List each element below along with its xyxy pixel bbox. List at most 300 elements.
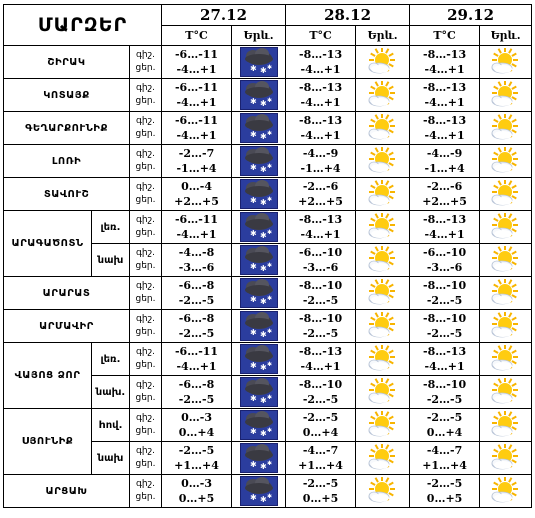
day-temperature: +1…+4 — [174, 459, 219, 472]
region-name: ԿՈՏԱՅՔ — [4, 79, 130, 112]
temperature-cell — [410, 178, 480, 211]
weather-cell — [356, 376, 410, 409]
table-row — [4, 112, 532, 145]
temperature-cell — [162, 343, 232, 376]
day-night-labels — [130, 244, 162, 277]
cloud-snow-icon — [240, 47, 278, 77]
table-row — [4, 409, 532, 442]
night-temperature: -2…-5 — [178, 444, 215, 457]
sun-cloud-icon — [365, 378, 401, 406]
svg-text:✱: ✱ — [259, 99, 267, 108]
weather-cell — [356, 178, 410, 211]
temperature-cell — [162, 178, 232, 211]
weather-column-header: Երև. — [356, 26, 410, 46]
svg-text:✱: ✱ — [249, 97, 257, 106]
night-label: գիշ. — [136, 182, 155, 192]
subregion-name: նախ — [92, 244, 130, 277]
weather-cell — [356, 79, 410, 112]
day-label: ցեր. — [135, 162, 156, 172]
night-label: գիշ. — [136, 149, 155, 159]
cloud-snow-icon — [240, 344, 278, 374]
night-temperature: -4…-7 — [302, 444, 339, 457]
temp-column-header: T°C — [286, 26, 356, 46]
night-temperature: -6…-10 — [299, 246, 343, 259]
sun-cloud-icon — [365, 312, 401, 340]
sun-cloud-icon — [365, 147, 401, 175]
temperature-cell — [410, 310, 480, 343]
day-temperature: -4…+1 — [424, 228, 465, 241]
night-temperature: -4…-9 — [302, 147, 339, 160]
weather-cell — [232, 178, 286, 211]
region-name: ԱՐՄԱՎԻՐ — [4, 310, 130, 343]
day-night-labels — [130, 46, 162, 79]
svg-text:✱: ✱ — [266, 229, 272, 236]
day-label: ցեր. — [135, 195, 156, 205]
day-temperature: -4…+1 — [176, 360, 217, 373]
sun-cloud-icon — [365, 48, 401, 76]
night-label: գիշ. — [136, 413, 155, 423]
day-temperature: -2…-5 — [426, 393, 463, 406]
temperature-cell — [410, 211, 480, 244]
temperature-cell — [410, 343, 480, 376]
weather-column-header: Երև. — [232, 26, 286, 46]
night-temperature: -8…-13 — [299, 213, 343, 226]
day-night-labels — [130, 112, 162, 145]
night-temperature: -6…-8 — [178, 312, 215, 325]
temperature-cell — [286, 211, 356, 244]
day-temperature: -4…+1 — [300, 63, 341, 76]
weather-cell — [480, 46, 532, 79]
day-label: ցեր. — [135, 492, 156, 502]
day-temperature: -2…-5 — [178, 294, 215, 307]
weather-cell — [356, 46, 410, 79]
sun-cloud-icon — [488, 48, 524, 76]
day-temperature: -1…+4 — [300, 162, 341, 175]
sun-cloud-icon — [488, 279, 524, 307]
day-night-labels — [130, 475, 162, 508]
weather-cell — [232, 376, 286, 409]
svg-text:✱: ✱ — [249, 262, 257, 271]
temperature-cell — [162, 244, 232, 277]
weather-cell — [480, 310, 532, 343]
night-label: գիշ. — [136, 314, 155, 324]
sun-cloud-icon — [488, 213, 524, 241]
night-temperature: -2…-5 — [302, 411, 339, 424]
day-temperature: -4…+1 — [300, 360, 341, 373]
night-temperature: -6…-11 — [174, 114, 219, 127]
day-label: ցեր. — [135, 294, 156, 304]
weather-cell — [480, 277, 532, 310]
day-temperature: +2…+5 — [422, 195, 467, 208]
svg-text:✱: ✱ — [266, 361, 272, 368]
svg-text:✱: ✱ — [259, 330, 267, 339]
temperature-cell — [286, 376, 356, 409]
svg-text:✱: ✱ — [266, 394, 272, 401]
cloud-snow-icon — [240, 179, 278, 209]
day-label: ցեր. — [135, 426, 156, 436]
weather-cell — [480, 409, 532, 442]
weather-column-header: Երև. — [480, 26, 532, 46]
table-row — [4, 310, 532, 343]
date-header: 27.12 — [162, 5, 286, 26]
table-row — [4, 145, 532, 178]
sun-cloud-icon — [488, 477, 524, 505]
night-temperature: -8…-13 — [423, 48, 467, 61]
night-label: գիշ. — [136, 248, 155, 258]
temperature-cell — [162, 310, 232, 343]
cloud-snow-icon — [240, 113, 278, 143]
cloud-snow-icon — [240, 278, 278, 308]
cloud-snow-icon — [240, 476, 278, 506]
table-row — [4, 475, 532, 508]
sun-cloud-icon — [488, 378, 524, 406]
weather-cell — [480, 79, 532, 112]
svg-text:✱: ✱ — [259, 363, 267, 372]
cloud-snow-icon — [240, 377, 278, 407]
weather-cell — [356, 145, 410, 178]
weather-cell — [232, 409, 286, 442]
day-temperature: -3…-6 — [302, 261, 339, 274]
night-temperature: -2…-5 — [426, 477, 463, 490]
night-label: գիշ. — [136, 215, 155, 225]
day-label: ցեր. — [135, 261, 156, 271]
day-label: ցեր. — [135, 96, 156, 106]
temperature-cell — [162, 376, 232, 409]
weather-cell — [356, 343, 410, 376]
day-temperature: -4…+1 — [176, 129, 217, 142]
table-body — [4, 46, 532, 508]
region-name: ՇԻՐԱԿ — [4, 46, 130, 79]
night-label: գիշ. — [136, 281, 155, 291]
temperature-cell — [410, 112, 480, 145]
forecast-table — [3, 4, 532, 508]
night-temperature: -8…-10 — [299, 378, 343, 391]
night-temperature: -6…-11 — [174, 213, 219, 226]
region-name: ՎԱՅՈՑ ՁՈՐ — [4, 343, 92, 409]
sun-cloud-icon — [488, 180, 524, 208]
day-temperature: -4…+1 — [424, 96, 465, 109]
night-temperature: -2…-5 — [302, 477, 339, 490]
day-temperature: -2…-5 — [426, 327, 463, 340]
sun-cloud-icon — [488, 81, 524, 109]
subregion-name: նախ. — [92, 376, 130, 409]
svg-text:✱: ✱ — [259, 429, 267, 438]
table-row — [4, 343, 532, 376]
temperature-cell — [162, 277, 232, 310]
night-temperature: -6…-10 — [423, 246, 467, 259]
night-label: գիշ. — [136, 479, 155, 489]
temperature-cell — [286, 409, 356, 442]
day-label: ցեր. — [135, 129, 156, 139]
night-label: գիշ. — [136, 380, 155, 390]
sun-cloud-icon — [365, 279, 401, 307]
svg-text:✱: ✱ — [266, 130, 272, 137]
weather-cell — [232, 343, 286, 376]
night-temperature: -4…-8 — [178, 246, 215, 259]
table-row — [4, 79, 532, 112]
svg-text:✱: ✱ — [266, 460, 272, 467]
weather-cell — [480, 442, 532, 475]
temperature-cell — [286, 46, 356, 79]
table-row — [4, 46, 532, 79]
day-night-labels — [130, 409, 162, 442]
sun-cloud-icon — [488, 246, 524, 274]
night-label: գիշ. — [136, 50, 155, 60]
day-night-labels — [130, 211, 162, 244]
night-temperature: -8…-13 — [299, 345, 343, 358]
temperature-cell — [286, 244, 356, 277]
day-night-labels — [130, 145, 162, 178]
temperature-cell — [410, 442, 480, 475]
temperature-cell — [162, 475, 232, 508]
temp-column-header: T°C — [410, 26, 480, 46]
sun-cloud-icon — [365, 81, 401, 109]
day-temperature: 0…+5 — [302, 492, 339, 505]
svg-text:✱: ✱ — [249, 229, 257, 238]
sun-cloud-icon — [365, 477, 401, 505]
subregion-name: լեռ. — [92, 343, 130, 376]
temperature-cell — [410, 79, 480, 112]
night-temperature: -4…-7 — [426, 444, 463, 457]
night-temperature: 0…-4 — [181, 180, 212, 193]
region-name: ԼՈՌԻ — [4, 145, 130, 178]
night-temperature: -8…-10 — [299, 312, 343, 325]
temperature-cell — [410, 145, 480, 178]
weather-cell — [480, 211, 532, 244]
region-name: ԳԵՂԱՐՔՈՒՆԻՔ — [4, 112, 130, 145]
weather-cell — [232, 442, 286, 475]
svg-text:✱: ✱ — [266, 262, 272, 269]
table-row — [4, 178, 532, 211]
svg-text:✱: ✱ — [249, 361, 257, 370]
sun-cloud-icon — [365, 444, 401, 472]
temperature-cell — [286, 112, 356, 145]
date-header: 28.12 — [286, 5, 410, 26]
day-temperature: -4…+1 — [300, 96, 341, 109]
night-temperature: -8…-13 — [299, 81, 343, 94]
day-temperature: -4…+1 — [424, 129, 465, 142]
night-temperature: -8…-13 — [423, 345, 467, 358]
sun-cloud-icon — [488, 345, 524, 373]
day-temperature: +1…+4 — [298, 459, 343, 472]
region-name: ՍՅՈՒՆԻՔ — [4, 409, 92, 475]
subregion-name: լեռ. — [92, 211, 130, 244]
weather-cell — [480, 145, 532, 178]
night-temperature: -6…-11 — [174, 345, 219, 358]
night-temperature: -2…-6 — [426, 180, 463, 193]
svg-text:✱: ✱ — [259, 132, 267, 141]
temperature-cell — [162, 79, 232, 112]
svg-text:✱: ✱ — [249, 196, 257, 205]
table-title: ՄԱՐԶԵՐ — [4, 5, 162, 46]
temperature-cell — [410, 376, 480, 409]
temperature-cell — [410, 409, 480, 442]
day-night-labels — [130, 79, 162, 112]
sun-cloud-icon — [365, 180, 401, 208]
weather-cell — [356, 475, 410, 508]
temperature-cell — [162, 442, 232, 475]
night-temperature: -8…-10 — [423, 312, 467, 325]
day-label: ցեր. — [135, 393, 156, 403]
svg-text:✱: ✱ — [249, 427, 257, 436]
temperature-cell — [286, 310, 356, 343]
day-temperature: 0…+5 — [426, 492, 463, 505]
sun-cloud-icon — [365, 246, 401, 274]
temp-column-header: T°C — [162, 26, 232, 46]
cloud-snow-icon — [240, 80, 278, 110]
day-temperature: -4…+1 — [176, 96, 217, 109]
temperature-cell — [162, 112, 232, 145]
day-label: ցեր. — [135, 63, 156, 73]
svg-text:✱: ✱ — [259, 198, 267, 207]
date-header: 29.12 — [410, 5, 532, 26]
svg-text:✱: ✱ — [266, 328, 272, 335]
weather-cell — [356, 112, 410, 145]
svg-text:✱: ✱ — [249, 64, 257, 73]
night-temperature: -8…-13 — [423, 114, 467, 127]
weather-cell — [232, 310, 286, 343]
temperature-cell — [410, 277, 480, 310]
svg-text:✱: ✱ — [249, 130, 257, 139]
svg-text:✱: ✱ — [266, 97, 272, 104]
day-temperature: -2…-5 — [302, 327, 339, 340]
night-temperature: -6…-11 — [174, 48, 219, 61]
cloud-snow-icon — [240, 410, 278, 440]
weather-cell — [356, 310, 410, 343]
day-temperature: -4…+1 — [300, 129, 341, 142]
night-temperature: -6…-11 — [174, 81, 219, 94]
day-temperature: -3…-6 — [178, 261, 215, 274]
cloud-snow-icon — [240, 146, 278, 176]
night-label: գիշ. — [136, 116, 155, 126]
night-temperature: -8…-13 — [299, 114, 343, 127]
temperature-cell — [162, 211, 232, 244]
sun-cloud-icon — [488, 147, 524, 175]
day-temperature: -2…-5 — [426, 294, 463, 307]
day-temperature: -4…+1 — [424, 63, 465, 76]
cloud-snow-icon — [240, 212, 278, 242]
day-temperature: 0…+5 — [178, 492, 215, 505]
weather-cell — [232, 244, 286, 277]
svg-text:✱: ✱ — [249, 460, 257, 469]
night-label: գիշ. — [136, 347, 155, 357]
night-label: գիշ. — [136, 446, 155, 456]
svg-text:✱: ✱ — [259, 264, 267, 273]
day-temperature: +2…+5 — [174, 195, 219, 208]
sun-cloud-icon — [488, 444, 524, 472]
day-label: ցեր. — [135, 459, 156, 469]
day-night-labels — [130, 442, 162, 475]
svg-text:✱: ✱ — [266, 64, 272, 71]
region-name: ԱՐՑԱԽ — [4, 475, 130, 508]
cloud-snow-icon — [240, 311, 278, 341]
svg-text:✱: ✱ — [266, 163, 272, 170]
night-temperature: -6…-8 — [178, 378, 215, 391]
night-temperature: 0…-3 — [181, 477, 212, 490]
temperature-cell — [286, 343, 356, 376]
svg-text:✱: ✱ — [249, 394, 257, 403]
temperature-cell — [410, 46, 480, 79]
day-temperature: -2…-5 — [302, 393, 339, 406]
weather-cell — [232, 112, 286, 145]
day-label: ցեր. — [135, 228, 156, 238]
day-label: ցեր. — [135, 360, 156, 370]
cloud-snow-icon — [240, 245, 278, 275]
sun-cloud-icon — [365, 213, 401, 241]
day-temperature: 0…+4 — [302, 426, 339, 439]
svg-text:✱: ✱ — [259, 297, 267, 306]
day-temperature: -4…+1 — [300, 228, 341, 241]
night-temperature: -2…-7 — [178, 147, 215, 160]
weather-cell — [480, 112, 532, 145]
svg-text:✱: ✱ — [249, 163, 257, 172]
day-night-labels — [130, 376, 162, 409]
night-temperature: -4…-9 — [426, 147, 463, 160]
temperature-cell — [410, 244, 480, 277]
day-night-labels — [130, 343, 162, 376]
day-temperature: 0…+4 — [178, 426, 215, 439]
day-night-labels — [130, 277, 162, 310]
weather-cell — [356, 244, 410, 277]
sun-cloud-icon — [488, 312, 524, 340]
night-temperature: -8…-10 — [423, 279, 467, 292]
day-night-labels — [130, 310, 162, 343]
day-temperature: -2…-5 — [178, 327, 215, 340]
night-label: գիշ. — [136, 83, 155, 93]
svg-text:✱: ✱ — [266, 295, 272, 302]
svg-text:✱: ✱ — [249, 328, 257, 337]
day-temperature: -4…+1 — [176, 228, 217, 241]
weather-cell — [356, 409, 410, 442]
weather-cell — [232, 211, 286, 244]
day-temperature: -1…+4 — [424, 162, 465, 175]
night-temperature: -2…-6 — [302, 180, 339, 193]
sun-cloud-icon — [488, 411, 524, 439]
day-temperature: 0…+4 — [426, 426, 463, 439]
night-temperature: -6…-8 — [178, 279, 215, 292]
svg-text:✱: ✱ — [266, 427, 272, 434]
day-night-labels — [130, 178, 162, 211]
region-name: ԱՐԱԳԱԾՈՏՆ — [4, 211, 92, 277]
sun-cloud-icon — [365, 345, 401, 373]
svg-text:✱: ✱ — [259, 396, 267, 405]
temperature-cell — [162, 145, 232, 178]
svg-text:✱: ✱ — [259, 462, 267, 471]
weather-cell — [232, 475, 286, 508]
weather-cell — [232, 277, 286, 310]
weather-cell — [232, 145, 286, 178]
sun-cloud-icon — [488, 114, 524, 142]
svg-text:✱: ✱ — [259, 66, 267, 75]
table-row — [4, 277, 532, 310]
svg-text:✱: ✱ — [266, 196, 272, 203]
day-temperature: -4…+1 — [424, 360, 465, 373]
cloud-snow-icon — [240, 443, 278, 473]
night-temperature: -8…-10 — [299, 279, 343, 292]
night-temperature: -8…-13 — [299, 48, 343, 61]
weather-cell — [232, 46, 286, 79]
day-temperature: -1…+4 — [176, 162, 217, 175]
night-temperature: -8…-13 — [423, 81, 467, 94]
svg-text:✱: ✱ — [249, 295, 257, 304]
sun-cloud-icon — [365, 114, 401, 142]
temperature-cell — [410, 475, 480, 508]
region-name: ԱՐԱՐԱՏ — [4, 277, 130, 310]
weather-cell — [232, 79, 286, 112]
weather-cell — [356, 277, 410, 310]
weather-cell — [480, 178, 532, 211]
day-temperature: +1…+4 — [422, 459, 467, 472]
